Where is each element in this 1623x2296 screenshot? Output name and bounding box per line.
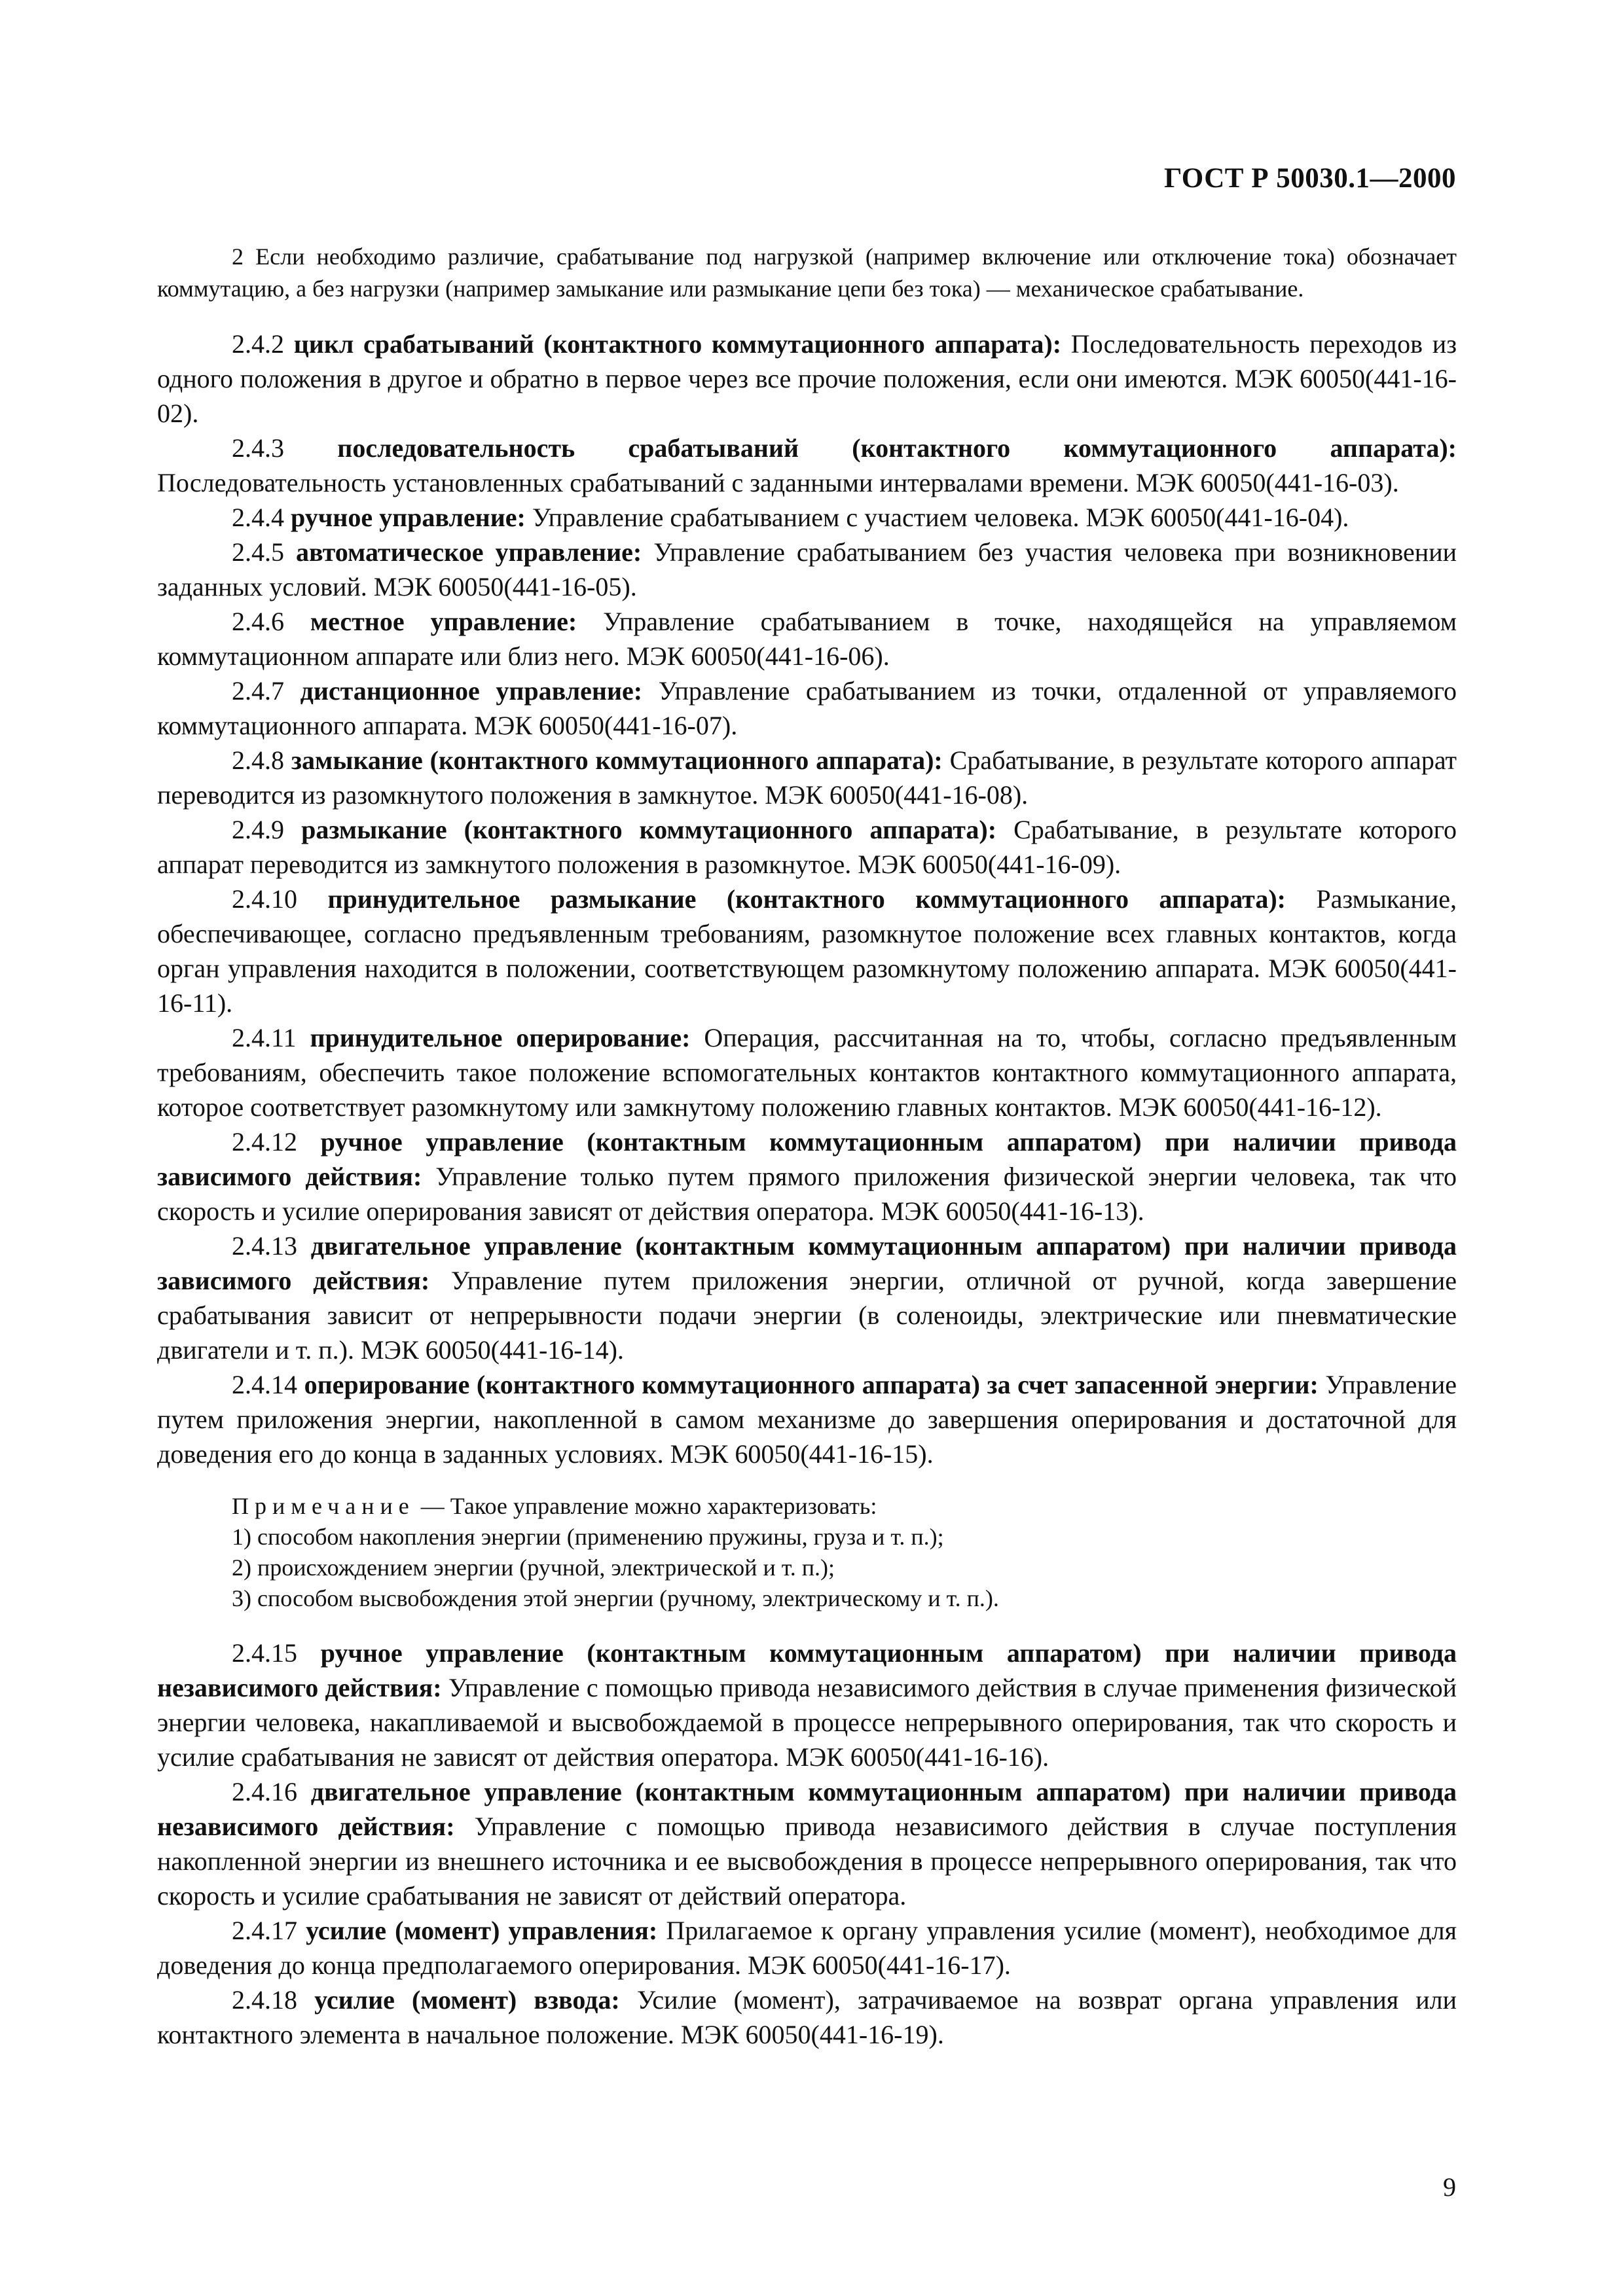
definition-term: оперирование (контактного коммутационного аппарата) за счет запасенной энергии: [304,1370,1319,1399]
definition-term: ручное управление (контактным коммутационным аппаратом) при наличии привода зависимого действия: [157,1127,1457,1191]
definition-term: усилие (момент) взвода: [314,1985,620,2015]
definition-number: 2.4.11 [232,1023,297,1052]
definition-item [157,1124,1457,1229]
definition-item [157,743,1457,812]
definition-text: Размыкание, обеспечивающее, согласно предъявленным требованиям, разомкнутое положение всех главных контактов, когда орган управления находится в положении, соответствующем разомкнутому положению аппарата. МЭК 60050(441-16-11). [157,884,1457,1018]
definition-number: 2.4.2 [232,329,284,359]
definition-text: Управление срабатыванием с участием человека. МЭК 60050(441-16-04). [532,503,1349,532]
definition-number: 2.4.9 [232,815,284,844]
definition-text: Управление срабатыванием без участия человека при возникновении заданных условий. МЭК 60050(441-16-05). [157,537,1457,601]
definition-item [157,535,1457,604]
definition-number: 2.4.17 [232,1916,297,1945]
definition-term: замыкание (контактного коммутационного аппарата): [291,745,943,775]
definition-text: Управление срабатыванием в точке, находящейся на управляемом коммутационном аппарате или близ него. МЭК 60050(441-16-06). [157,607,1457,671]
definition-term: местное управление: [310,607,577,636]
definition-number: 2.4.15 [232,1638,297,1668]
definition-text: Прилагаемое к органу управления усилие (момент), необходимое для доведения до конца предполагаемого оперирования. МЭК 60050(441-16-17). [157,1916,1457,1980]
top-note: 2 Если необходимо различие, срабатывание под нагрузкой (например включение или отключение тока) обозначает коммутацию, а без нагрузки (например замыкание или размыкание цепи без тока) — механическое срабатывание. [157,243,1457,302]
definition-number: 2.4.7 [232,676,284,706]
definition-term: цикл срабатываний (контактного коммутационного аппарата): [293,329,1062,359]
definition-text: Управление с помощью привода независимого действия в случае поступления накопленной энергии из внешнего источника и ее высвобождения в процессе непрерывного оперирования, так что скорость и усилие срабатывания не зависят от действий оператора. [157,1812,1457,1910]
definition-number: 2.4.10 [232,884,297,914]
definition-term: принудительное размыкание (контактного коммутационного аппарата): [327,884,1286,914]
definition-number: 2.4.3 [232,433,284,463]
definition-number: 2.4.18 [232,1985,297,2015]
definition-term: двигательное управление (контактным коммутационным аппаратом) при наличии привода независимого действия: [157,1777,1457,1841]
definition-item [157,1020,1457,1124]
definition-term: автоматическое управление: [296,537,642,567]
document-code-header: ГОСТ Р 50030.1—2000 [1163,163,1456,194]
definition-term: ручное управление: [291,503,526,532]
definition-item [157,500,1457,535]
note-heading [232,1491,1457,1522]
definition-text: Операция, рассчитанная на то, чтобы, согласно предъявленным требованиям, обеспечить такое положение вспомогательных контактов контактного коммутационного аппарата, которое соответствует разомкнутому или замкнутому положению главных контактов. МЭК 60050(441-16-12). [157,1023,1457,1122]
definition-item [157,431,1457,500]
definitions-group-b [157,1636,1457,2052]
definition-item [157,1367,1457,1471]
definition-text: Последовательность установленных срабатываний с заданными интервалами времени. МЭК 60050(441-16-03). [157,468,1399,497]
definition-item [157,1913,1457,1982]
definition-text: Управление путем приложения энергии, отличной от ручной, когда завершение срабатывания зависит от непрерывности подачи энергии (в соленоиды, электрические или пневматические двигатели и т. п.). МЭК 60050(441-16-14). [157,1266,1457,1365]
definition-text: Усилие (момент), затрачиваемое на возврат органа управления или контактного элемента в начальное положение. МЭК 60050(441-16-19). [157,1985,1457,2049]
definition-text: Последовательность переходов из одного положения в другое и обратно в первое через все прочие положения, если они имеются. МЭК 60050(441-16-02). [157,329,1457,428]
note-item: 2) происхождением энергии (ручной, электрической и т. п.); [232,1554,835,1581]
definition-text: Управление срабатыванием из точки, отдаленной от управляемого коммутационного аппарата. МЭК 60050(441-16-07). [157,676,1457,740]
definition-number: 2.4.16 [232,1777,297,1806]
definition-term: размыкание (контактного коммутационного аппарата): [301,815,997,844]
definition-number: 2.4.5 [232,537,284,567]
definition-term: принудительное оперирование: [310,1023,691,1052]
definition-item [157,1636,1457,1774]
definition-item [157,1774,1457,1913]
definition-item [157,1229,1457,1367]
definition-item [157,882,1457,1020]
note-intro: — Такое управление можно характеризовать: [414,1493,877,1519]
definition-item [157,1982,1457,2052]
note-item: 1) способом накопления энергии (применению пружины, груза и т. п.); [232,1524,944,1550]
page-number: 9 [1443,2172,1456,2202]
definition-term: усилие (момент) управления: [306,1916,658,1945]
definition-text: Управление путем приложения энергии, накопленной в самом механизме до завершения оперирования и достаточной для доведения его до конца в заданных условиях. МЭК 60050(441-16-15). [157,1370,1457,1469]
definition-number: 2.4.14 [232,1370,297,1399]
definition-text: Срабатывание, в результате которого аппарат переводится из разомкнутого положения в замкнутое. МЭК 60050(441-16-08). [157,745,1457,810]
definition-number: 2.4.8 [232,745,284,775]
definition-text: Управление с помощью привода независимого действия в случае применения физической энергии человека, накапливаемой и высвобождаемой в процессе непрерывного оперирования, так что скорость и усилие срабатывания не зависят от действия оператора. МЭК 60050(441-16-16). [157,1673,1457,1772]
definition-item [157,327,1457,431]
definitions-group-a [157,327,1457,1471]
definition-term: дистанционное управление: [300,676,643,706]
definition-number: 2.4.12 [232,1127,297,1157]
document-body [157,241,1457,2052]
definition-item [157,604,1457,673]
definition-number: 2.4.4 [232,503,284,532]
note-label: Примечание [232,1493,415,1519]
definition-text: Управление только путем прямого приложения физической энергии человека, так что скорость и усилие оперирования зависят от действия оператора. МЭК 60050(441-16-13). [157,1162,1457,1226]
definition-term: последовательность срабатываний (контактного коммутационного аппарата): [337,433,1457,463]
note-block [157,1491,1457,1614]
definition-item [157,673,1457,743]
definition-text: Срабатывание, в результате которого аппарат переводится из замкнутого положения в разомкнутое. МЭК 60050(441-16-09). [157,815,1457,879]
note-item: 3) способом высвобождения этой энергии (ручному, электрическому и т. п.). [232,1585,999,1611]
definition-number: 2.4.6 [232,607,284,636]
definition-term: ручное управление (контактным коммутационным аппаратом) при наличии привода независимого действия: [157,1638,1457,1702]
definition-item [157,812,1457,882]
definition-number: 2.4.13 [232,1231,297,1261]
definition-term: двигательное управление (контактным коммутационным аппаратом) при наличии привода зависимого действия: [157,1231,1457,1295]
